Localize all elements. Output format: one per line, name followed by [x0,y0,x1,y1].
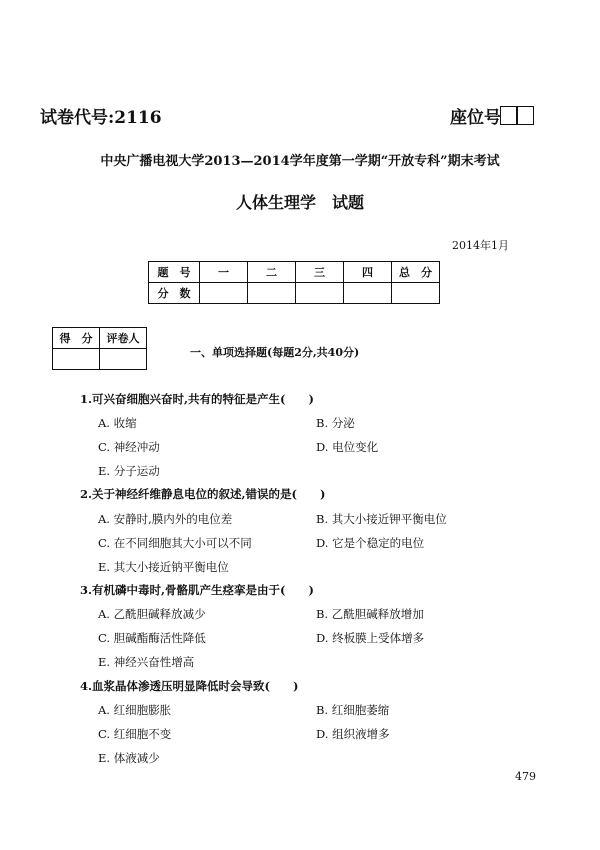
page-number: 479 [515,770,536,783]
option-e: E. 神经兴奋性增高 [98,655,195,669]
option-a: A. 收缩 [98,416,137,430]
score-header-cell: 二 [248,262,296,283]
score-header-cell: 一 [200,262,248,283]
option-a: A. 乙酰胆碱释放减少 [98,607,206,621]
section-title: 一、单项选择题(每题2分,共40分) [190,346,360,359]
option-e: E. 体液减少 [98,751,160,765]
score-header-cell: 四 [344,262,392,283]
score-header-cell: 总 分 [392,262,440,283]
exam-code: 试卷代号:2116 [40,108,162,128]
option-d: D. 它是个稳定的电位 [316,536,425,550]
option-b: B. 分泌 [316,416,355,430]
option-d: D. 组织液增多 [316,727,390,741]
option-c: C. 胆碱酯酶活性降低 [98,631,206,645]
question-stem: 3.有机磷中毒时,骨骼肌产生痉挛是由于( ) [80,583,314,597]
option-d: D. 电位变化 [316,440,379,454]
score-table-score-row [149,283,440,304]
option-c: C. 红细胞不变 [98,727,172,741]
subject-title: 人体生理学 试题 [235,193,364,212]
option-c: C. 神经冲动 [98,440,160,454]
exam-date: 2014年1月 [452,239,509,252]
grader-table-header-row [53,328,147,349]
question-stem: 4.血浆晶体渗透压明显降低时会导致( ) [80,679,299,693]
seat-label: 座位号 [450,108,501,128]
score-cell[interactable] [248,283,296,304]
grader-name-label: 评卷人 [100,328,147,349]
grader-score-cell[interactable] [53,349,100,370]
score-cell[interactable] [296,283,344,304]
score-cell[interactable] [200,283,248,304]
score-table [148,261,440,304]
option-b: B. 乙酰胆碱释放增加 [316,607,424,621]
option-a: A. 安静时,膜内外的电位差 [98,512,233,526]
score-cell[interactable] [344,283,392,304]
grader-name-cell[interactable] [100,349,147,370]
seat-box-2 [516,106,534,125]
option-d: D. 终板膜上受体增多 [316,631,425,645]
question-stem: 2.关于神经纤维静息电位的叙述,错误的是( ) [80,487,326,501]
score-header-cell: 题 号 [149,262,200,283]
grader-table-blank-row [53,349,147,370]
question-stem: 1.可兴奋细胞兴奋时,共有的特征是产生( ) [80,392,314,406]
score-table-header-row [149,262,440,283]
option-b: B. 红细胞萎缩 [316,703,390,717]
seat-number [450,103,534,128]
option-a: A. 红细胞膨胀 [98,703,172,717]
score-row-label: 分 数 [149,283,200,304]
option-e: E. 其大小接近钠平衡电位 [98,560,229,574]
option-b: B. 其大小接近钾平衡电位 [316,512,447,526]
grader-score-label: 得 分 [53,328,100,349]
score-header-cell: 三 [296,262,344,283]
seat-box-1 [500,106,518,125]
grader-table [52,327,147,370]
university-title: 中央广播电视大学2013—2014学年度第一学期“开放专科”期末考试 [100,154,500,169]
option-c: C. 在不同细胞其大小可以不同 [98,536,252,550]
option-e: E. 分子运动 [98,464,160,478]
score-cell[interactable] [392,283,440,304]
